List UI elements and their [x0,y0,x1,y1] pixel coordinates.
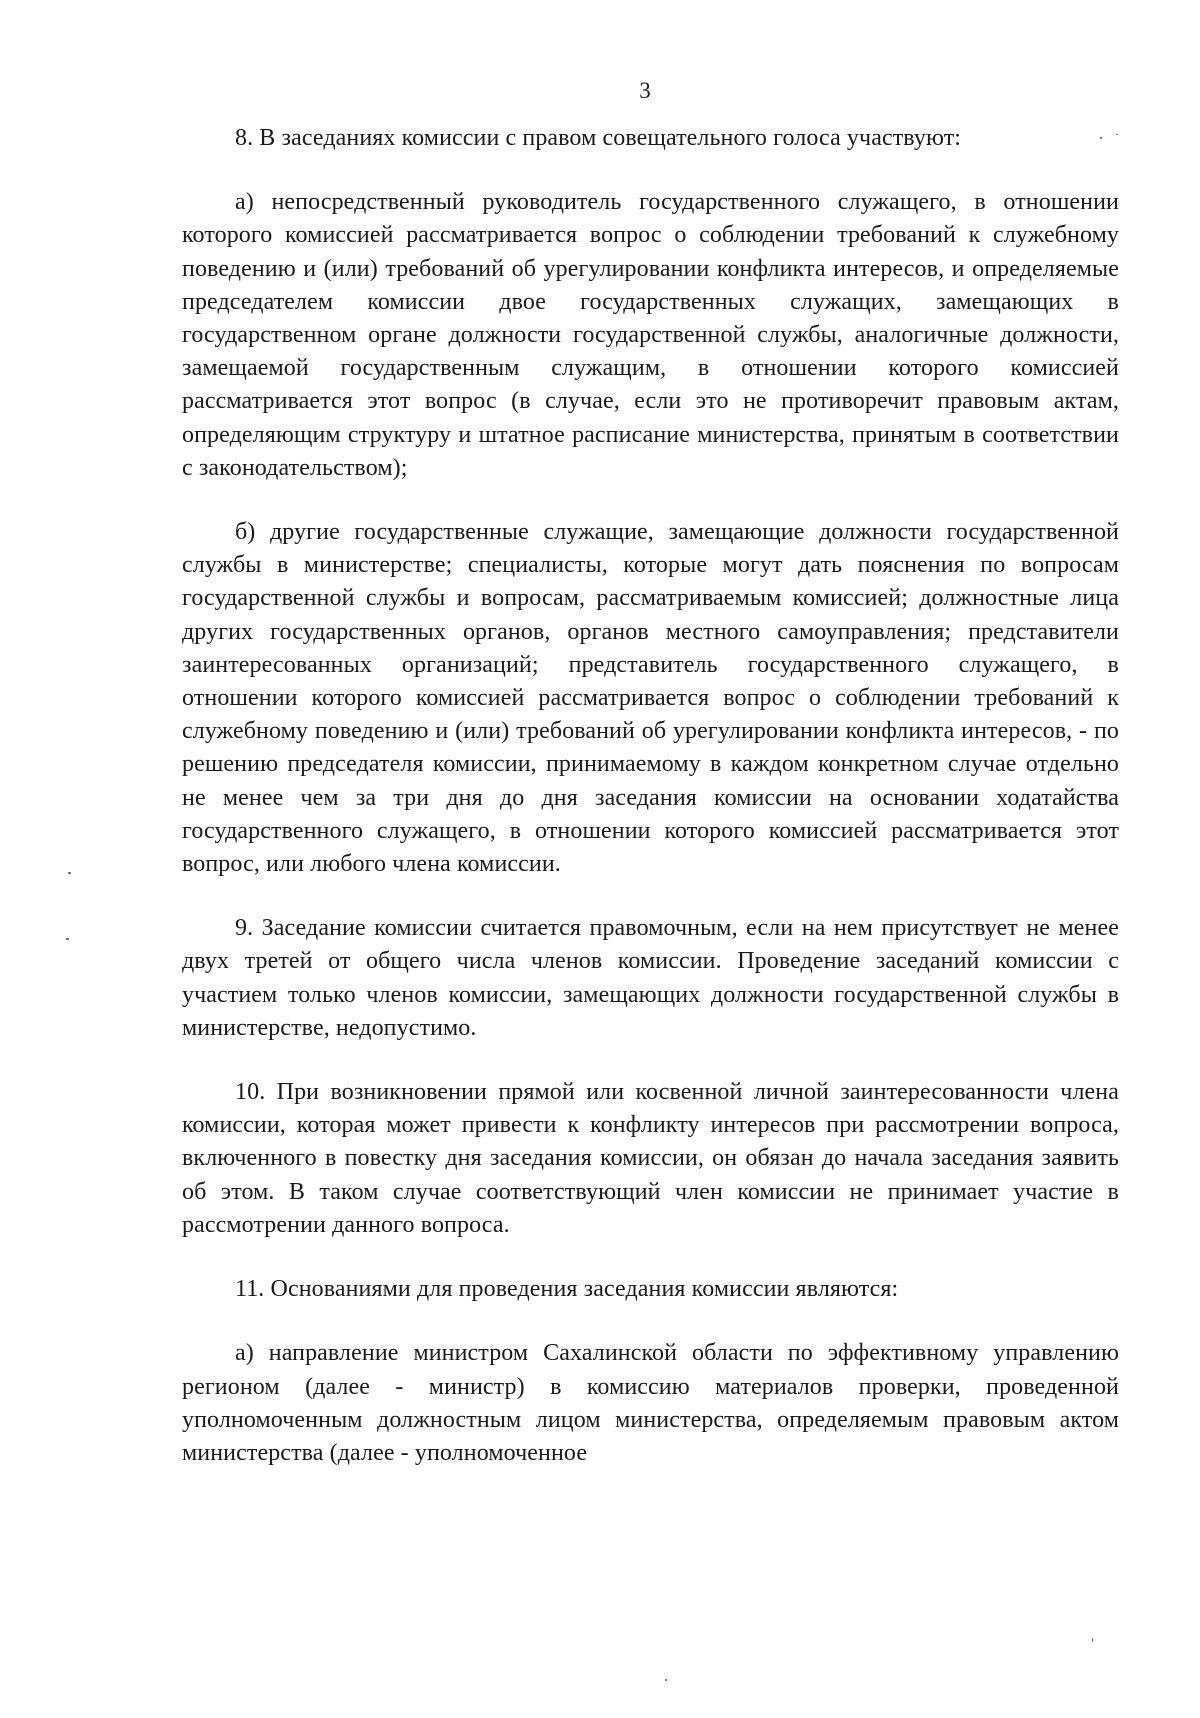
scan-speck [68,872,71,874]
paragraph-10: 10. При возникновении прямой или косвенной личной заинтересованности члена комиссии, которая может привести к конфликту интересов при рассмотрении вопроса, включенного в повестку дня заседания комиссии, он обязан до начала заседания заявить об этом. В таком случае соответствующий член комиссии не принимает участие в рассмотрении данного вопроса. [182,1079,1119,1238]
paragraph-9: 9. Заседание комиссии считается правомочным, если на нем присутствует не менее двух третей от общего числа членов комиссии. Проведение заседаний комиссии с участием только членов комиссии, замещающих должности государственной службы в министерстве, недопустимо. [182,915,1119,1041]
scan-speck [1092,1638,1093,1642]
page-number: 3 [639,78,651,103]
paragraph-11: 11. Основаниями для проведения заседания комиссии являются: [235,1276,899,1303]
paragraph-8a: а) непосредственный руководитель государственного служащего, в отношении которого комиссией рассматривается вопрос о соблюдении требований к служебному поведению и (или) требований об урегулировании конфликта интересов, и определяемые председателем комиссии двое государственных служащих, замещающих в государственном органе должности государственной службы, аналогичные должности, замещаемой государственным служащим, в отношении которого комиссией рассматривается этот вопрос (в случае, если это не противоречит правовым актам, определяющим структуру и штатное расписание министерства, принятым в соответствии с законодательством); [182,189,1119,481]
scan-speck [665,1679,667,1681]
document-body [182,122,1119,1501]
paragraph-11a: а) направление министром Сахалинской области по эффективному управлению регионом (далее - министр) в комиссию материалов проверки, проведенной уполномоченным должностным лицом министерства, определяемым правовым актом министерства (далее - уполномоченное [182,1340,1119,1466]
paragraph-8: 8. В заседаниях комиссии с правом совещательного голоса участвуют: [235,125,962,151]
scan-speck [1116,134,1118,135]
scan-speck [66,938,69,940]
paragraph-8b: б) другие государственные служащие, замещающие должности государственной службы в министерстве; специалисты, которые могут дать пояснения по вопросам государственной службы и вопросам, рассматриваемым комиссией; должностные лица других государственных органов, органов местного самоуправления; представители заинтересованных организаций; представитель государственного служащего, в отношении которого комиссией рассматривается вопрос о соблюдении требований к служебному поведению и (или) требований об урегулировании конфликта интересов, - по решению председателя комиссии, принимаемому в каждом конкретном случае отдельно не менее чем за три дня до дня заседания комиссии на основании ходатайства государственного служащего, в отношении которого комиссией рассматривается этот вопрос, или любого члена комиссии. [182,519,1119,878]
scan-speck [1100,137,1102,139]
